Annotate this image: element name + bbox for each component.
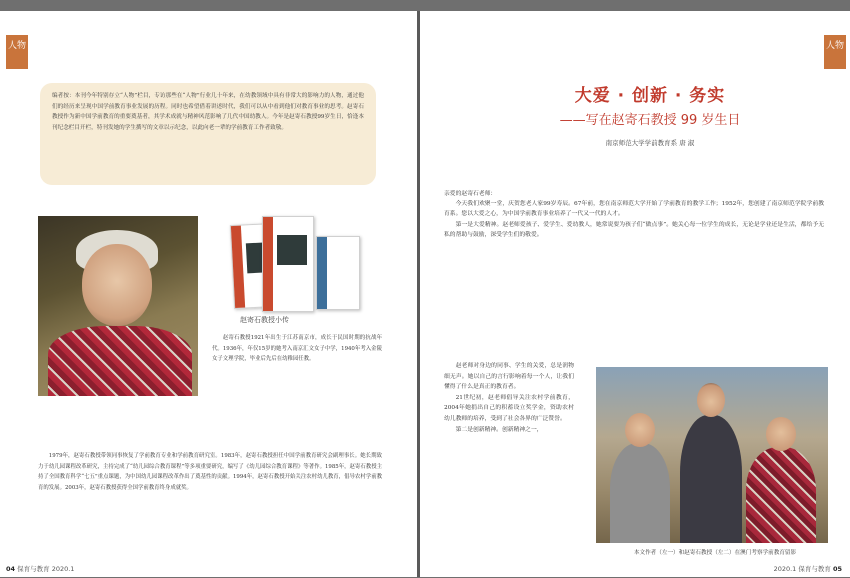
biography-text-wide xyxy=(38,451,382,559)
book-cover xyxy=(316,236,360,310)
biography-heading: 赵寄石教授小传 xyxy=(240,316,289,324)
article-title-block xyxy=(500,81,800,147)
section-tab-left xyxy=(6,35,28,69)
photo-person xyxy=(746,447,816,543)
issue-label: 保育与教育 2020.1 xyxy=(17,565,75,573)
right-footer xyxy=(774,564,842,573)
biography-paragraph: 赵寄石教授1921年出生于江苏南京市，成长于民国时期的抗战年代。1936年，年仅15岁的她考入南京汇文女子中学，1940年考入金陵女子文理学院，毕业后先后在幼稚园任教。 xyxy=(212,335,382,362)
letter-paragraph: 第一是大爱精神。赵老师爱孩子、爱学生、爱幼教人，她常说要为孩子们“做点事”。她关心每一位学生的成长，无论是学业还是生活，都给予无私的帮助与鼓励，深受学生们的敬爱。 xyxy=(444,221,824,238)
group-photo xyxy=(596,367,828,543)
biography-paragraph: 1979年，赵寄石教授带领同事恢复了学前教育专业和学前教育研究室。1983年，赵寄石教授担任中国学前教育研究会副理事长。她长期致力于幼儿园课程改革研究，主持完成了“幼儿园综合教育课程”等多项重要研究，编写了《幼儿园综合教育课程》等著作。1985年，赵寄石教授主持了全国教育科学“七五”重点课题，为中国幼儿园课程改革作出了奠基性的贡献。1994年，赵寄石教授开始关注农村幼儿教育，倡导农村学前教育的发展。2003年，赵寄石教授获得全国学前教育终身成就奖。 xyxy=(38,453,382,491)
section-tab-label: 人物 xyxy=(7,41,26,51)
letter-paragraph: 赵老师对身边的同事、学生的关爱，总是润物细无声。她以自己的言行影响着每一个人，让我们懂得了什么是真正的教育者。 xyxy=(444,363,574,391)
article-title: 大爱 · 创新 · 务实 xyxy=(574,86,726,106)
photo-person xyxy=(680,415,742,543)
photo-face xyxy=(82,244,152,326)
photo-shirt xyxy=(48,326,192,396)
letter-body-column xyxy=(444,361,574,569)
biography-text-column xyxy=(212,333,382,453)
issue-label: 2020.1 保育与教育 xyxy=(773,565,831,573)
left-footer xyxy=(6,564,74,573)
letter-paragraph: 第二是创新精神。创新精神之一， xyxy=(455,426,543,433)
letter-paragraph: 21世纪初，赵老师倡导关注农村学前教育，2004年她捐出自己的积蓄设立奖学金，资助农村幼儿教师的培养，受到了社会各界的广泛赞誉。 xyxy=(444,394,574,422)
right-page xyxy=(420,11,850,577)
letter-salutation: 亲爱的赵寄石老师： xyxy=(444,191,497,197)
book-cover xyxy=(262,216,314,312)
group-photo-caption: 本文作者（左一）和赵寄石教授（左二）在澳门考察学前教育留影 xyxy=(633,550,797,556)
book-covers-image xyxy=(232,216,362,316)
section-tab-right xyxy=(824,35,846,69)
page-number: 04 xyxy=(6,565,16,573)
article-subtitle: ——写在赵寄石教授 99 岁生日 xyxy=(559,113,741,128)
left-page xyxy=(0,11,417,577)
article-author: 南京师范大学学前教育系 唐 淑 xyxy=(605,139,695,147)
letter-body-top xyxy=(444,189,824,359)
photo-person xyxy=(610,443,670,543)
editor-note-box xyxy=(40,83,376,185)
section-tab-label: 人物 xyxy=(825,41,844,51)
page-number: 05 xyxy=(832,565,842,573)
letter-paragraph: 今天我们欢聚一堂，庆贺您老人家99岁寿辰。67年前，您在南京师范大学开始了学前教育的教学工作；1952年，您创建了南京师范学院学前教育系。您以大爱之心，为中国学前教育事业培养了一代又一代的人才。 xyxy=(444,201,824,218)
editor-note-text: 编者按：本刊今年特别存立“人物”栏目，专访那些在“人物”行业几十年来，在幼教领域中具有非常大的影响力的人物，通过他们的经历来呈现中国学前教育事业发展的历程。同时也希望借着讲述时代，我们可以从中看到他们对教育事业的思考。赵寄石教授作为新中国学前教育的重要奠基者，其学术成就与精神风范影响了几代中国幼教人。今年是赵寄石教授99岁生日，恰逢本刊纪念栏目开栏，特刊发她的学生撰写的文章以示纪念，以此向老一辈的学前教育工作者致敬。 xyxy=(52,93,364,131)
portrait-photo xyxy=(38,216,198,396)
